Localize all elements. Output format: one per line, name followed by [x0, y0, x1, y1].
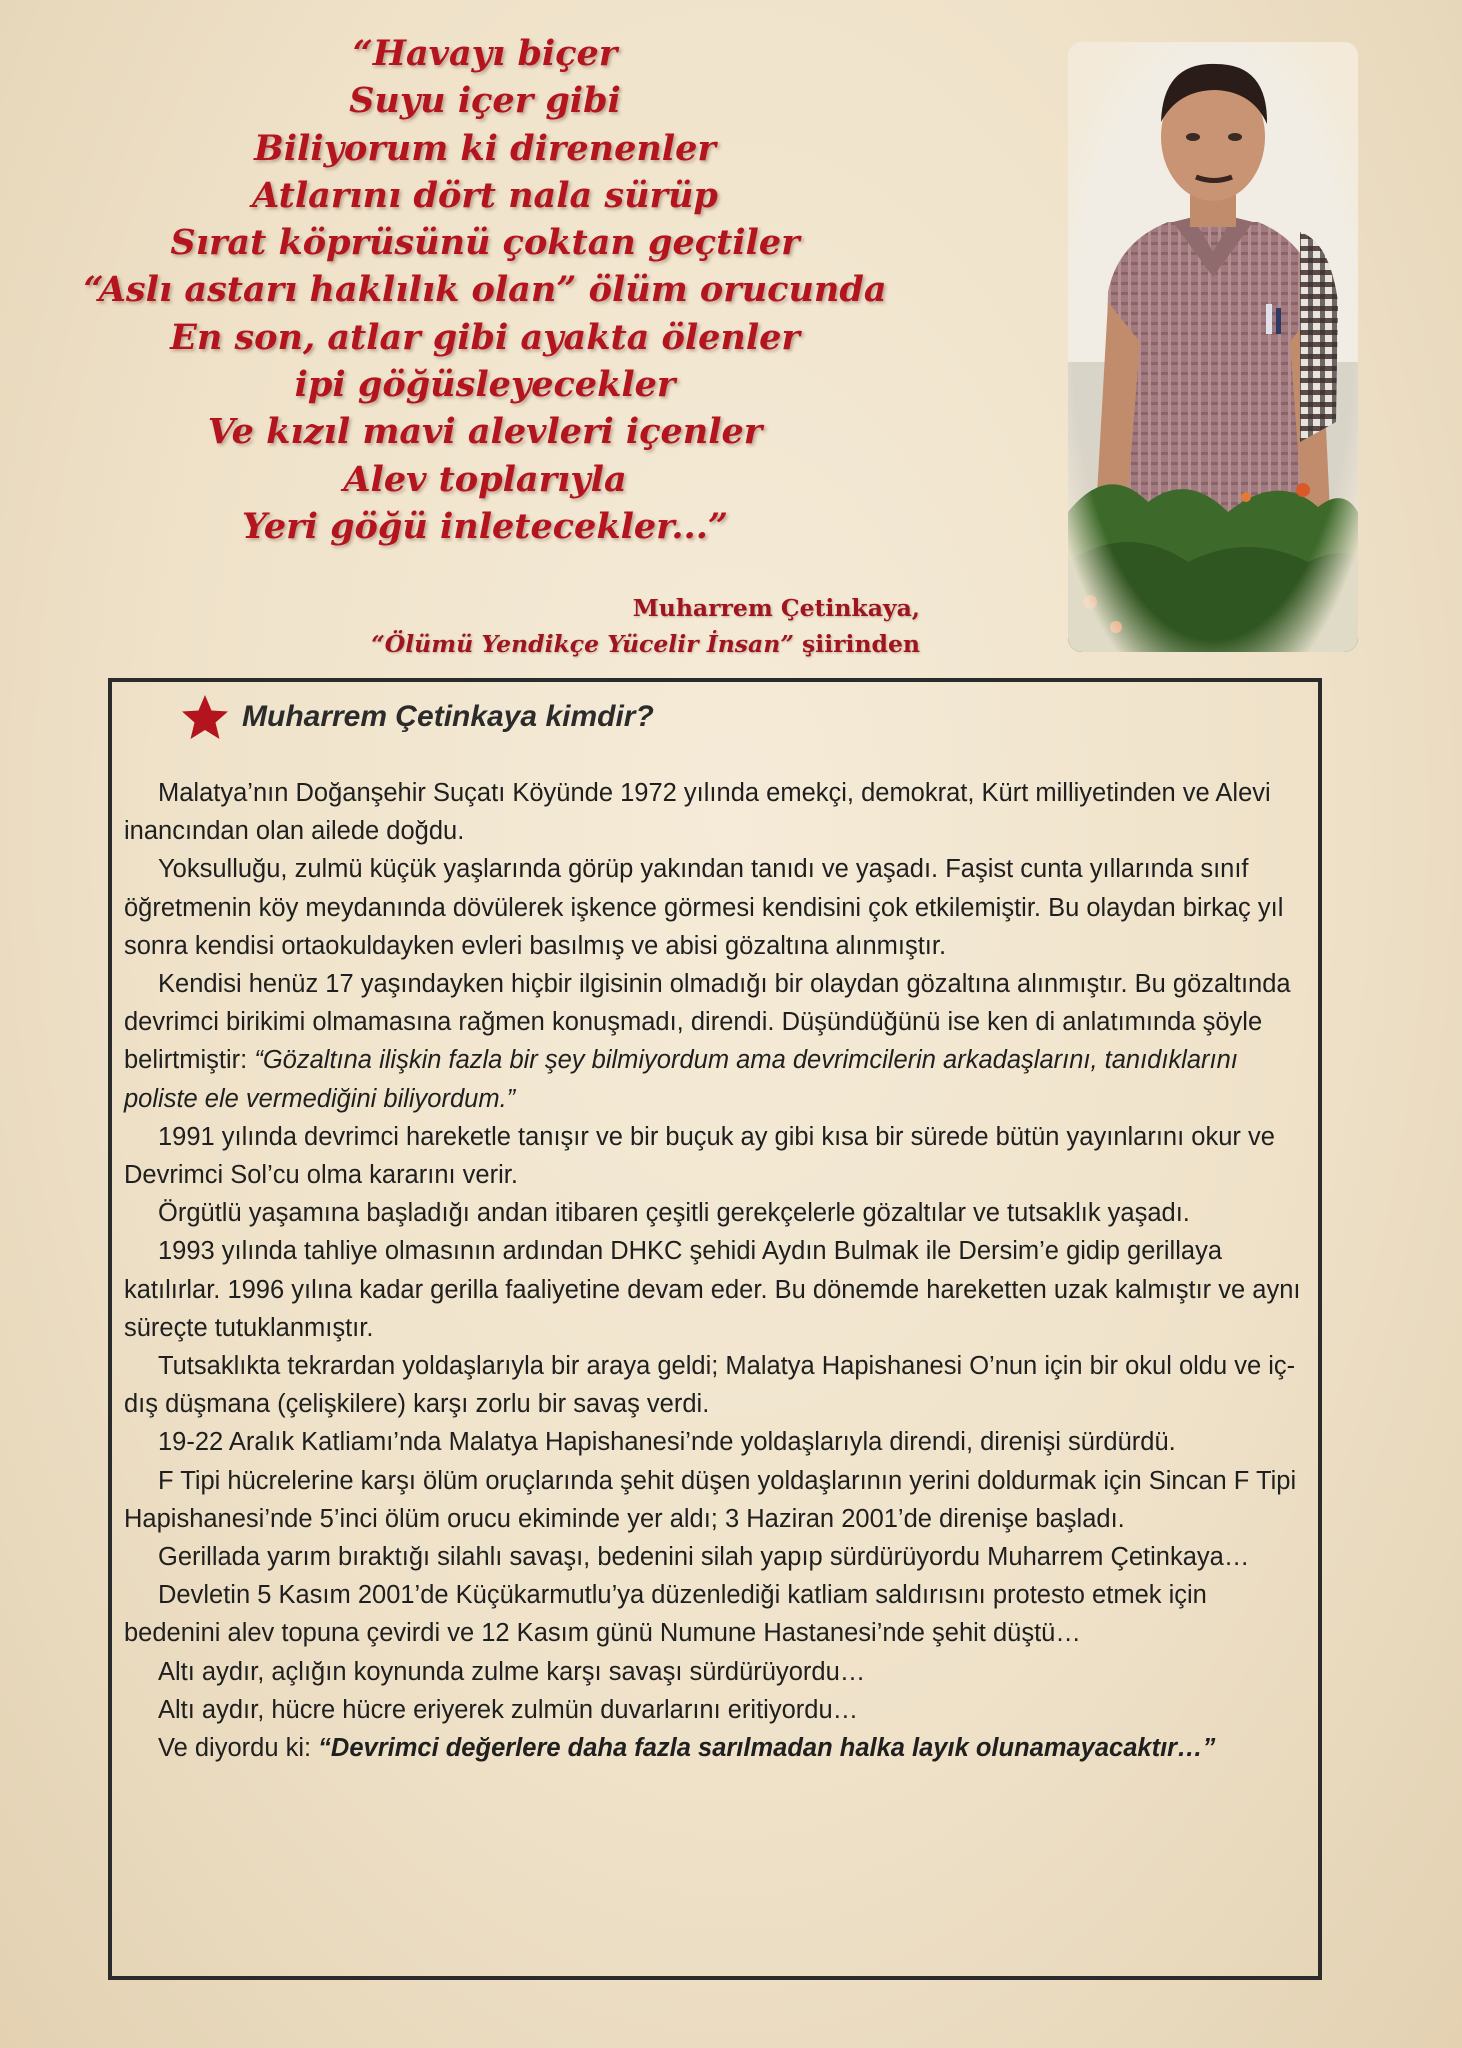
poem-line: Atlarını dört nala sürüp: [252, 174, 718, 216]
bio-paragraph: Devletin 5 Kasım 2001’de Küçükarmutlu’ya düzenlediği katliam saldırısını protesto etmek için bedenini alev topuna çevirdi ve 12 Kasım günü Numune Hastanesi’nde şehit düştü…: [124, 1581, 1207, 1648]
bio-paragraph: Gerillada yarım bıraktığı silahlı savaşı, bedenini silah yapıp sürdürüyordu Muharrem Çetinkaya…: [158, 1543, 1250, 1572]
poem-source: [371, 626, 920, 662]
bio-paragraph-text: Ve diyordu ki:: [158, 1734, 319, 1763]
bio-text: [124, 774, 1306, 1767]
poem-author: Muharrem Çetinkaya,: [632, 594, 920, 622]
bio-paragraph: Yoksulluğu, zulmü küçük yaşlarında görüp yakından tanıdı ve yaşadı. Faşist cunta yıllarında sınıf öğretmenin köy meydanında dövülerek işkence görmesi kendisini çok etkilemiştir. Bu olaydan birkaç yıl sonra kendisi ortaokuldayken evleri basılmış ve abisi gözaltına alınmıştır.: [124, 855, 1284, 960]
poem: [30, 30, 940, 550]
poem-line: Biliyorum ki direnenler: [254, 127, 716, 169]
bio-box: [108, 678, 1322, 1980]
poem-source-title: “Ölümü Yendikçe Yücelir İnsan”: [371, 630, 794, 658]
bio-paragraph: F Tipi hücrelerine karşı ölüm oruçlarında şehit düşen yoldaşlarının yerini doldurmak için Sincan F Tipi Hapishanesi’nde 5’inci ölüm orucu ekiminde yer aldı; 3 Haziran 2001’de direnişe başladı.: [124, 1466, 1297, 1533]
poem-line: Alev toplarıyla: [343, 458, 627, 500]
poem-credit: [371, 590, 920, 662]
poem-line: Sırat köprüsünü çoktan geçtiler: [170, 222, 800, 264]
star-icon: [180, 692, 230, 742]
bio-paragraph: [124, 965, 1306, 1118]
poem-line: Yeri göğü inletecekler...”: [241, 505, 729, 547]
bio-paragraph: 19-22 Aralık Katliamı’nda Malatya Hapishanesi’nde yoldaşlarıyla direndi, direnişi sürdürdü.: [158, 1428, 1176, 1457]
bio-paragraph: Tutsaklıkta tekrardan yoldaşlarıyla bir araya geldi; Malatya Hapishanesi O’nun için bir okul oldu ve iç-dış düşmana (çelişkilere) karşı zorlu bir savaş verdi.: [124, 1352, 1296, 1419]
bio-paragraph: Altı aydır, açlığın koynunda zulme karşı savaşı sürdürüyordu…: [158, 1657, 866, 1686]
bio-closing-quote: “Devrimci değerlere daha fazla sarılmadan halka layık olunamayacaktır…”: [318, 1734, 1216, 1763]
bio-paragraph-text: Kendisi henüz 17 yaşındayken hiçbir ilgisinin olmadığı bir olaydan gözaltına alınmıştır. Bu gözaltında devrimci birikimi olmamasına rağmen konuşmadı, direndi. Düşündüğünü ise ken di anlatımında şöyle belirtmiştir:: [124, 970, 1291, 1075]
bio-heading: [180, 692, 654, 742]
poem-source-suffix: şiirinden: [802, 630, 920, 658]
poem-line: Suyu içer gibi: [349, 80, 621, 122]
bio-paragraph: Altı aydır, hücre hücre eriyerek zulmün duvarlarını eritiyordu…: [158, 1695, 859, 1724]
bio-paragraph: 1991 yılında devrimci hareketle tanışır ve bir buçuk ay gibi kısa bir sürede bütün yayınlarını okur ve Devrimci Sol’cu olma kararını verir.: [124, 1122, 1275, 1190]
bio-paragraph: Örgütlü yaşamına başladığı andan itibaren çeşitli gerekçelerle gözaltılar ve tutsaklık yaşadı.: [158, 1199, 1190, 1228]
bio-paragraph: 1993 yılında tahliye olmasının ardından DHKC şehidi Aydın Bulmak ile Dersim’e gidip gerillaya katılırlar. 1996 yılına kadar gerilla faaliyetine devam eder. Bu dönemde hareketten uzak kalmıştır ve aynı süreçte tutuklanmıştır.: [124, 1237, 1301, 1342]
poem-line: “Aslı astarı haklılık olan” ölüm orucunda: [83, 269, 887, 311]
bio-paragraph: Malatya’nın Doğanşehir Suçatı Köyünde 1972 yılında emekçi, demokrat, Kürt milliyetinden ve Alevi inancından olan ailede doğdu.: [124, 779, 1271, 846]
poem-line: En son, atlar gibi ayakta ölenler: [170, 316, 800, 358]
portrait-photo: [1068, 42, 1358, 652]
bio-paragraph: [124, 1729, 1306, 1767]
poem-line: ipi göğüsleyecekler: [294, 364, 676, 406]
bio-title: Muharrem Çetinkaya kimdir?: [242, 700, 654, 733]
poem-line: Ve kızıl mavi alevleri içenler: [207, 411, 763, 453]
bio-quote: “Gözaltına ilişkin fazla bir şey bilmiyordum ama devrimcilerin arkadaşlarını, tanıdıklarını poliste ele vermediğini biliyordum.”: [124, 1046, 1238, 1113]
portrait-illustration: [1068, 42, 1358, 652]
poem-line: “Havayı biçer: [352, 33, 618, 74]
